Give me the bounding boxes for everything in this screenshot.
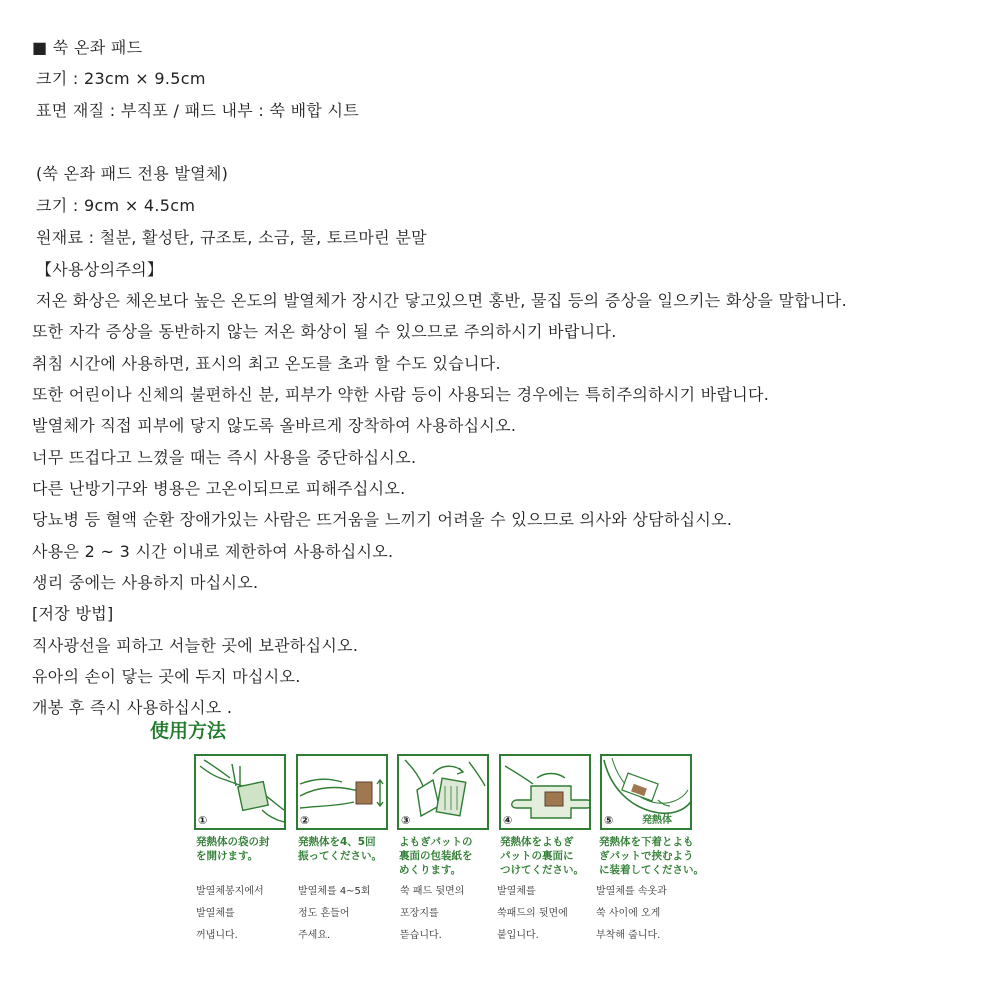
step-2-illustration: [296, 754, 388, 830]
storage-line: 유아의 손이 닿는 곳에 두지 마십시오.: [32, 667, 301, 686]
caution-line: 생리 중에는 사용하지 마십시오.: [32, 573, 259, 592]
step-number: ④: [503, 814, 513, 827]
attaching-heater-icon: [501, 756, 591, 830]
caution-line: 취침 시간에 사용하면, 표시의 최고 온도를 초과 할 수도 있습니다.: [32, 354, 501, 373]
step-2-caption-jp: 発熱体を4、5回 振ってください。: [298, 836, 382, 862]
pad-size: 크기 : 23cm × 9.5cm: [36, 69, 206, 88]
step-1-caption-jp: 発熱体の袋の封 を開けます。: [196, 836, 270, 862]
step-1-illustration: [194, 754, 286, 830]
storage-line: 개봉 후 즉시 사용하십시오 .: [32, 698, 233, 717]
caution-line: 또한 어린이나 신체의 불편하신 분, 피부가 약한 사람 등이 사용되는 경우에는 특히주의하시기 바랍니다.: [32, 385, 770, 404]
step-3-illustration: [397, 754, 489, 830]
step-5-caption-jp: 発熱体を下着とよも ぎパットで挟むよう に装着してください。: [599, 836, 704, 876]
heater-ingredients: 원재료 : 철분, 활성탄, 규조토, 소금, 물, 토르마린 분말: [36, 228, 427, 247]
caution-line: 발열체가 직접 피부에 닿지 않도록 올바르게 장착하여 사용하십시오.: [32, 416, 517, 435]
step-number: ②: [300, 814, 310, 827]
caution-line: 또한 자각 증상을 동반하지 않는 저온 화상이 될 수 있으므로 주의하시기 바랍니다.: [32, 322, 617, 341]
heater-size: 크기 : 9cm × 4.5cm: [36, 196, 196, 215]
caution-line: 사용은 2 ~ 3 시간 이내로 제한하여 사용하십시오.: [32, 542, 394, 561]
caution-line: 당뇨병 등 혈액 순환 장애가있는 사람은 뜨거움을 느끼기 어려울 수 있으므로 의사와 상담하십시오.: [32, 510, 733, 529]
step-5-illustration: [600, 754, 692, 830]
hand-opening-packet-icon: [196, 756, 286, 830]
storage-title: [저장 방법]: [32, 604, 114, 623]
caution-title: 【사용상의주의】: [36, 260, 164, 279]
step-2-caption-ko: 발열체를 4~5회 정도 흔들어 주세요.: [298, 886, 371, 941]
step-3-caption-ko: 쑥 패드 뒷면의 포장지를 뜯습니다.: [400, 886, 465, 941]
step-number: ⑤: [604, 814, 614, 827]
step-4-caption-jp: 発熱体をよもぎ パットの裏面に つけてください。: [500, 836, 584, 876]
heater-title: (쑥 온좌 패드 전용 발열체): [36, 164, 229, 183]
caution-line: 저온 화상은 체온보다 높은 온도의 발열체가 장시간 닿고있으면 홍반, 물집 등의 증상을 일으키는 화상을 말합니다.: [36, 291, 847, 310]
step-4-caption-ko: 발열체를 쑥패드의 뒷면에 붙입니다.: [497, 886, 568, 941]
step-number: ③: [401, 814, 411, 827]
pad-material: 표면 재질 : 부직포 / 패드 내부 : 쑥 배합 시트: [36, 101, 360, 120]
heater-label: 発熱体: [642, 815, 672, 826]
step-3-caption-jp: よもぎパットの 裏面の包装紙を めくります。: [399, 836, 473, 876]
step-4-illustration: [499, 754, 591, 830]
step-number: ①: [198, 814, 208, 827]
storage-line: 직사광선을 피하고 서늘한 곳에 보관하십시오.: [32, 636, 359, 655]
hand-shaking-heater-icon: [298, 756, 388, 830]
how-to-use-title: 使用方法: [150, 720, 227, 742]
step-5-caption-ko: 발열체를 속옷과 쑥 사이에 오게 부착해 줍니다.: [596, 886, 667, 941]
caution-line: 다른 난방기구와 병용은 고온이되므로 피해주십시오.: [32, 479, 406, 498]
product-header: ■ 쑥 온좌 패드: [32, 38, 143, 57]
caution-line: 너무 뜨겁다고 느꼈을 때는 즉시 사용을 중단하십시오.: [32, 448, 417, 467]
step-1-caption-ko: 발열체봉지에서 발열체를 꺼냅니다.: [196, 886, 264, 941]
peeling-wrapper-icon: [399, 756, 489, 830]
